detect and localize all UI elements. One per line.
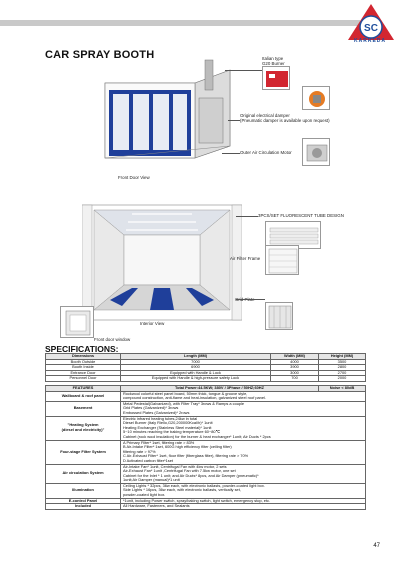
page-number: 47 xyxy=(373,543,380,549)
burner-image xyxy=(262,66,290,90)
dim-cell: Entrance Door xyxy=(46,370,121,376)
feature-name: Illumination xyxy=(46,483,121,498)
feature-name: Four-stage Filter System xyxy=(46,440,121,464)
dim-cell: 3900 xyxy=(271,365,319,371)
interior-view-caption: Interior View xyxy=(140,321,165,326)
spec-title: SPECIFICATIONS: xyxy=(45,344,119,354)
logo-letters: SC xyxy=(364,23,378,34)
dim-cell: 700 xyxy=(271,376,319,382)
feature-name: E-control Panel xyxy=(46,498,121,504)
dim-cell: 2800 xyxy=(319,365,366,371)
dim-header: Length (MM) xyxy=(121,354,271,360)
front-view-caption: Front Door View xyxy=(118,175,150,180)
dim-cell: 2700 xyxy=(319,370,366,376)
table-row xyxy=(46,401,366,416)
features-header: FEATURES xyxy=(46,386,121,392)
grid-plate-label: Grid Plate xyxy=(235,297,255,302)
feature-desc: All Hardware, Fasteners, and Sealants xyxy=(121,504,366,510)
dim-cell: 4000 xyxy=(271,359,319,365)
damper-image xyxy=(302,86,330,110)
grid-plate-image xyxy=(265,302,293,330)
logo-subtext: KARREDA xyxy=(354,38,386,44)
damper-leader xyxy=(228,120,240,121)
table-row xyxy=(46,440,366,464)
dim-cell: Personnel Door xyxy=(46,376,121,382)
feature-name: Included xyxy=(46,504,121,510)
damper-label: Original electrical damper (Pneumatic damper is available upon request) xyxy=(240,113,330,124)
dimensions-table xyxy=(45,353,366,382)
dim-cell: 3000 xyxy=(271,370,319,376)
features-header: Noise < 80dB xyxy=(319,386,366,392)
header-band xyxy=(0,0,400,40)
feature-desc: Metal Pedestal(Galvanized), with Filter Tray* 3rows & Ramps a couple Grid Plates (Galvanized)* 3rows Embossed Plates (Galvanized)* 2rows xyxy=(121,401,366,416)
features-header: Total Power:44.5KW; 380V / 3Phase / 50HZ;60HZ xyxy=(121,386,319,392)
lights-label: 3PCS/SET FLUORESCENT TUBE DESIGN xyxy=(258,213,344,218)
dim-cell: 7000 xyxy=(121,359,271,365)
feature-desc: Air-Intake Fan* 1unit, Centrifugal Fan with 4kw motor, 2 sets Air-Exhaust Fan* 1unit ,Centrifugal Fan with 7.5kw motor, one set Cabinet for the Inlet * 1 unit; and Air Ducts* 8pcs, and Air Damper (pneumatic)* 1unit;Air Damper (manual)*1 unit xyxy=(121,464,366,483)
grid-leader xyxy=(236,299,265,300)
lights-leader xyxy=(236,216,258,217)
dim-header: Dimensions xyxy=(46,354,121,360)
motor-leader xyxy=(222,153,240,154)
table-row xyxy=(46,376,366,382)
front-booth-image xyxy=(95,58,245,173)
features-table xyxy=(45,385,366,510)
interior-booth-image xyxy=(82,200,242,325)
burner-label: Italian type G20 Burner xyxy=(262,56,285,67)
filter-frame-image xyxy=(265,245,299,275)
dim-cell: Booth Inside xyxy=(46,365,121,371)
door-window-image xyxy=(60,306,94,338)
dim-cell: Booth Outside xyxy=(46,359,121,365)
table-row xyxy=(46,391,366,401)
table-row xyxy=(46,504,366,510)
burner-leader xyxy=(225,70,262,71)
dim-cell: 6900 xyxy=(121,365,271,371)
feature-name: Air circulation System xyxy=(46,464,121,483)
feature-desc: Ceiling Lights * 32pcs, 36w each, with electronic ballasts, powder-coated light box. Side Lights * 16pcs, 36w each, with electronic ballasts, vertically set, powder-coated light box. xyxy=(121,483,366,498)
feature-desc: A Primary Filter* 1set, filtering rate > 83% B Air-Intake Filter* 1set, 600G high efficiency filter (ceiling filter) filtering rate > 97% C Air-Exhaust Filter* 1set, floor filter (fiberglass filter), filtering rate > 70% D Activated carbon filter*1set xyxy=(121,440,366,464)
dim-cell: 3500 xyxy=(319,359,366,365)
header-bar xyxy=(0,20,360,26)
motor-label: Outer Air Circulation Motor xyxy=(240,150,292,155)
table-row xyxy=(46,483,366,498)
feature-desc: Rockwool colorful steel panel board, 50mm thick, tongue & groove style, compound construction, anti-flame and heat-insulation, galvanized steel roof panel. xyxy=(121,391,366,401)
motor-image xyxy=(302,138,330,166)
feature-desc: Electric infrared heating tubes,24kw in total Diesel Burner (Italy Riello,G20,200000Kcal/h)* 1unit Heating Exchanger (Stainless Steel material)* 1unit 5~10 minutes reaching the baking temperature 60~80℃ Cabinet (rock wool insulation) for the burner & heat exchanger* 1unit; Air Ducts * 2pcs xyxy=(121,416,366,440)
table-row xyxy=(46,416,366,440)
dim-header: Height (MM) xyxy=(319,354,366,360)
page-title: CAR SPRAY BOOTH xyxy=(45,49,155,61)
dim-cell: Equipped with Handle & high-pressure safety Lock xyxy=(121,376,271,382)
feature-desc: *1unit, including Power switch, spray/baking switch, light switch, emergency stop, etc. xyxy=(121,498,366,504)
dim-cell: 2000 xyxy=(319,376,366,382)
dim-cell: Equipped with Handle & Lock xyxy=(121,370,271,376)
feature-name: Wallboard & roof panel xyxy=(46,391,121,401)
table-row xyxy=(46,464,366,483)
dim-header: Width (MM) xyxy=(271,354,319,360)
filter-label: Air Filter Frame xyxy=(230,256,261,261)
brand-logo xyxy=(346,2,396,42)
feature-name: Basement xyxy=(46,401,121,416)
door-window-label: Front door window xyxy=(94,337,131,342)
feature-name: "Heating System (diesel and electricity)" xyxy=(46,416,121,440)
